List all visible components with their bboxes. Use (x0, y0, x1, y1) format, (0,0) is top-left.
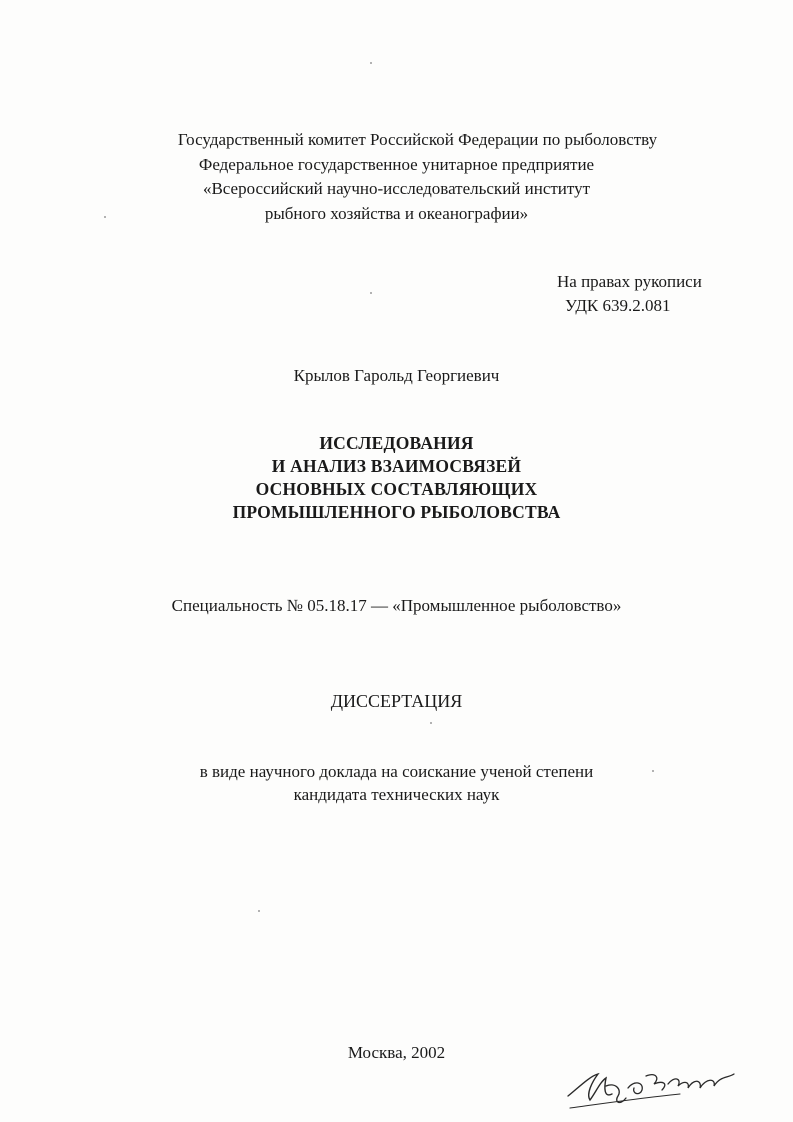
scan-speck (430, 722, 432, 724)
title-line-2: И АНАЛИЗ ВЗАИМОСВЯЗЕЙ (271, 456, 522, 476)
scan-speck (370, 292, 372, 294)
city-year: Москва, 2002 (347, 1043, 446, 1062)
organization-line-2: Федеральное государственное унитарное предприятие (198, 154, 595, 174)
title-line-1: ИССЛЕДОВАНИЯ (319, 433, 474, 453)
udk-code: УДК 639.2.081 (565, 296, 671, 315)
organization-line-3: «Всероссийский научно-исследовательский институт (202, 179, 591, 198)
manuscript-rights-label: На правах рукописи (557, 272, 702, 291)
degree-line-1: в виде научного доклада на соискание ученой степени (199, 762, 594, 781)
dissertation-title (0, 432, 793, 524)
organization-line-4: рыбного хозяйства и океанографии» (264, 203, 529, 223)
author-name: Крылов Гарольд Георгиевич (293, 366, 500, 385)
scan-speck (258, 910, 260, 912)
specialty-line: Специальность № 05.18.17 — «Промышленное рыболовство» (171, 596, 622, 615)
scan-speck (652, 770, 654, 772)
title-line-4: ПРОМЫШЛЕННОГО РЫБОЛОВСТВА (232, 502, 561, 522)
manuscript-rights-block (557, 270, 702, 318)
degree-block (0, 760, 793, 806)
document-type: ДИССЕРТАЦИЯ (330, 691, 463, 711)
scan-speck (104, 216, 106, 218)
title-line-3: ОСНОВНЫХ СОСТАВЛЯЮЩИХ (255, 479, 538, 499)
organization-block (0, 128, 793, 226)
degree-line-2: кандидата технических наук (293, 785, 500, 804)
scan-speck (370, 62, 372, 64)
handwritten-signature (560, 1048, 750, 1118)
organization-line-1: Государственный комитет Российской Федерации по рыболовству (177, 130, 658, 149)
